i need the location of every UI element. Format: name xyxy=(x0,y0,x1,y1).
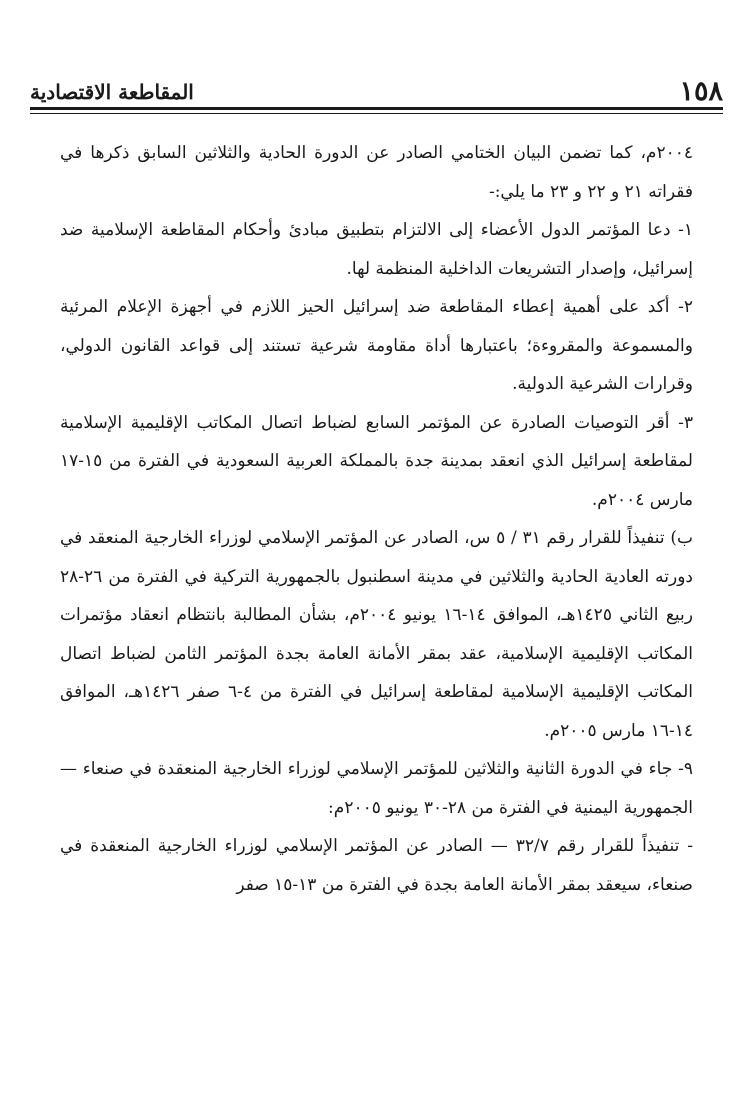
running-title: المقاطعة الاقتصادية xyxy=(30,80,194,104)
header-rule-thin xyxy=(30,113,723,114)
page-number: ١٥٨ xyxy=(679,76,723,107)
paragraph: ب) تنفيذاً للقرار رقم ٣١ / ٥ س، الصادر عن المؤتمر الإسلامي لوزراء الخارجية المنعقد في دورته العادية الحادية والثلاثين في مدينة اسطنبول بالجمهورية التركية في الفترة من ٢٦-٢٨ ربيع الثاني ١٤٢٥هـ، الموافق ١٤-١٦ يونيو ٢٠٠٤م، بشأن المطالبة بانتظام انعقاد مؤتمرات المكاتب الإقليمية الإسلامية، عقد بمقر الأمانة العامة بجدة المؤتمر الثامن لضباط اتصال المكاتب الإقليمية الإسلامية لمقاطعة إسرائيل في الفترة من ٤-٦ صفر ١٤٢٦هـ، الموافق ١٤-١٦ مارس ٢٠٠٥م. xyxy=(60,528,693,741)
paragraph: ١- دعا المؤتمر الدول الأعضاء إلى الالتزام بتطبيق مبادئ وأحكام المقاطعة الإسلامية ضد إسرائيل، وإصدار التشريعات الداخلية المنظمة لها. xyxy=(60,220,693,279)
paragraph: ٢- أكد على أهمية إعطاء المقاطعة ضد إسرائيل الحيز اللازم في أجهزة الإعلام المرئية والمسموعة والمقروءة؛ باعتبارها أداة مقاومة شرعية تستند إلى قواعد القانون الدولي، وقرارات الشرعية الدولية. xyxy=(60,297,693,394)
body-text xyxy=(60,134,693,904)
paragraph: ٩- جاء في الدورة الثانية والثلاثين للمؤتمر الإسلامي لوزراء الخارجية المنعقدة في صنعاء — الجمهورية اليمنية في الفترة من ٢٨-٣٠ يونيو ٢٠٠٥م: xyxy=(60,759,693,818)
paragraph: ٢٠٠٤م، كما تضمن البيان الختامي الصادر عن الدورة الحادية والثلاثين السابق ذكرها في فقراته ٢١ و ٢٢ و ٢٣ ما يلي:- xyxy=(60,143,693,202)
page-header xyxy=(30,72,723,112)
header-rule-thick xyxy=(30,107,723,110)
paragraph: ٣- أقر التوصيات الصادرة عن المؤتمر السابع لضباط اتصال المكاتب الإقليمية الإسلامية لمقاطعة إسرائيل الذي انعقد بمدينة جدة بالمملكة العربية السعودية في الفترة من ١٥-١٧ مارس ٢٠٠٤م. xyxy=(60,412,693,510)
paragraph: - تنفيذاً للقرار رقم ٣٢/٧ — الصادر عن المؤتمر الإسلامي لوزراء الخارجية المنعقدة في صنعاء، سيعقد بمقر الأمانة العامة بجدة في الفترة من ١٣-١٥ صفر xyxy=(60,836,694,895)
